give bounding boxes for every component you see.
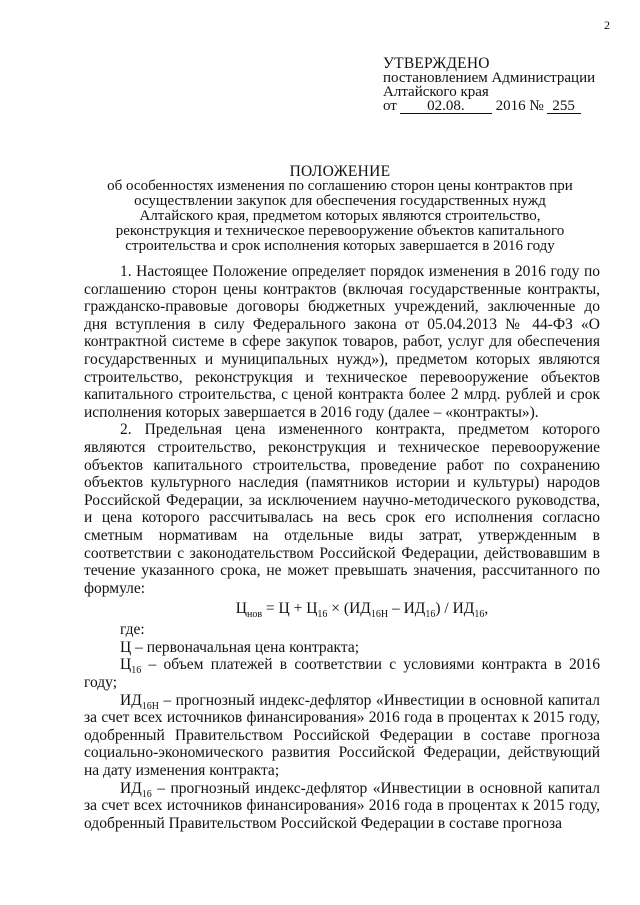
price-formula bbox=[84, 597, 600, 621]
definition-initial-price: Ц – первоначальная цена контракта; bbox=[120, 638, 360, 656]
formula-sub-1: 16 bbox=[317, 609, 328, 621]
formula-times: × (ИД bbox=[327, 600, 371, 618]
def2-symbol: Ц bbox=[120, 656, 132, 674]
paragraph-2: 2. Предельная цена измененного контракта, предметом которого являются строительство, реконструкция и техническое перевооружение объектов капитального строительства, проведение работ по сохранению объектов культурного наследия (памятников истории и культуры) народов Российской Федерации, за исключением научно-методического руководства, и цена которого рассчитывалась на весь срок его исполнения согласно сметным нормативам на отдельные виды затрат, утвержденным в соответствии с законодательством Российской Федерации, действовавшим в течение указанного срока, не может превышать значения, рассчитанного по формуле: bbox=[84, 421, 600, 597]
approval-stamp: УТВЕРЖДЕНО bbox=[383, 55, 490, 72]
page-number: 2 bbox=[604, 18, 610, 32]
def4-sub: 16 bbox=[141, 788, 152, 800]
formula-lhs: Ц bbox=[235, 600, 247, 618]
definition-deflator-16n bbox=[84, 692, 600, 780]
approval-date-line bbox=[383, 99, 623, 114]
formula-sub-4: 16 bbox=[474, 609, 485, 621]
document-title: ПОЛОЖЕНИЕ bbox=[289, 163, 391, 180]
formula-sub-2: 16Н bbox=[370, 609, 389, 621]
paragraph-1: 1. Настоящее Положение определяет порядок изменения в 2016 году по соглашению сторон цены контрактов (включая государственные контракты, гражданско-правовые договоры бюджетных учреждений, заключенные до дня вступления в силу Федерального закона от 05.04.2013 № 44-ФЗ «О контрактной системе в сфере закупок товаров, работ, услуг для обеспечения государственных и муниципальных нужд»), предметом которых являются строительство, реконструкция и техническое перевооружение объектов капитального строительства, с ценой контракта более 2 млрд. рублей и срок исполнения которых завершается в 2016 году (далее – «контракты»). bbox=[84, 263, 600, 421]
def4-text: – прогнозный индекс-дефлятор «Инвестиции в основной капитал за счет всех источников финансирования» 2016 года в процентах к 2015 году, одобренный Правительством Российской Федерации в составе прогноза bbox=[84, 779, 600, 832]
approval-number: 255 bbox=[547, 100, 581, 114]
document-subtitle: об особенностях изменения по соглашению сторон цены контрактов при осуществлении закупок для обеспечения государственных нужд Алтайского края, предметом которых являются строительство, реконструкция и техническое перевооружение объектов капитального строительства и срок исполнения которых завершается в 2016 году bbox=[107, 178, 573, 254]
formula-end: , bbox=[484, 600, 489, 618]
def2-text: – объем платежей в соответствии с условиями контракта в 2016 году; bbox=[84, 656, 600, 692]
approval-from-label: от bbox=[383, 98, 397, 114]
formula-sub-3: 16 bbox=[425, 609, 436, 621]
approval-date: 02.08. bbox=[400, 100, 492, 114]
approval-year-label: 2016 № bbox=[495, 98, 544, 114]
approval-line-1: постановлением Администрации bbox=[383, 70, 596, 86]
approval-line-2: Алтайского края bbox=[383, 84, 489, 100]
def3-sub: 16Н bbox=[141, 700, 160, 712]
definition-payments-2016 bbox=[84, 656, 600, 691]
formula-eq: = Ц + Ц bbox=[262, 600, 318, 618]
approval-block bbox=[383, 57, 623, 114]
def4-symbol: ИД bbox=[120, 779, 142, 797]
formula-minus: – ИД bbox=[388, 600, 426, 618]
def2-sub: 16 bbox=[131, 665, 142, 677]
where-label: где: bbox=[120, 621, 145, 639]
definition-deflator-16 bbox=[84, 780, 600, 833]
document-body bbox=[84, 263, 600, 832]
formula-div: ) / ИД bbox=[435, 600, 475, 618]
document-title-block bbox=[100, 164, 580, 254]
formula-lhs-sub: нов bbox=[246, 609, 263, 621]
def3-symbol: ИД bbox=[120, 691, 142, 709]
def3-text: – прогнозный индекс-дефлятор «Инвестиции в основной капитал за счет всех источников финансирования» 2016 года в процентах к 2015 году, одобренный Правительством Российской Федерации в составе прогноза социально-экономического развития Российской Федерации, действующий на дату изменения контракта; bbox=[84, 691, 600, 780]
